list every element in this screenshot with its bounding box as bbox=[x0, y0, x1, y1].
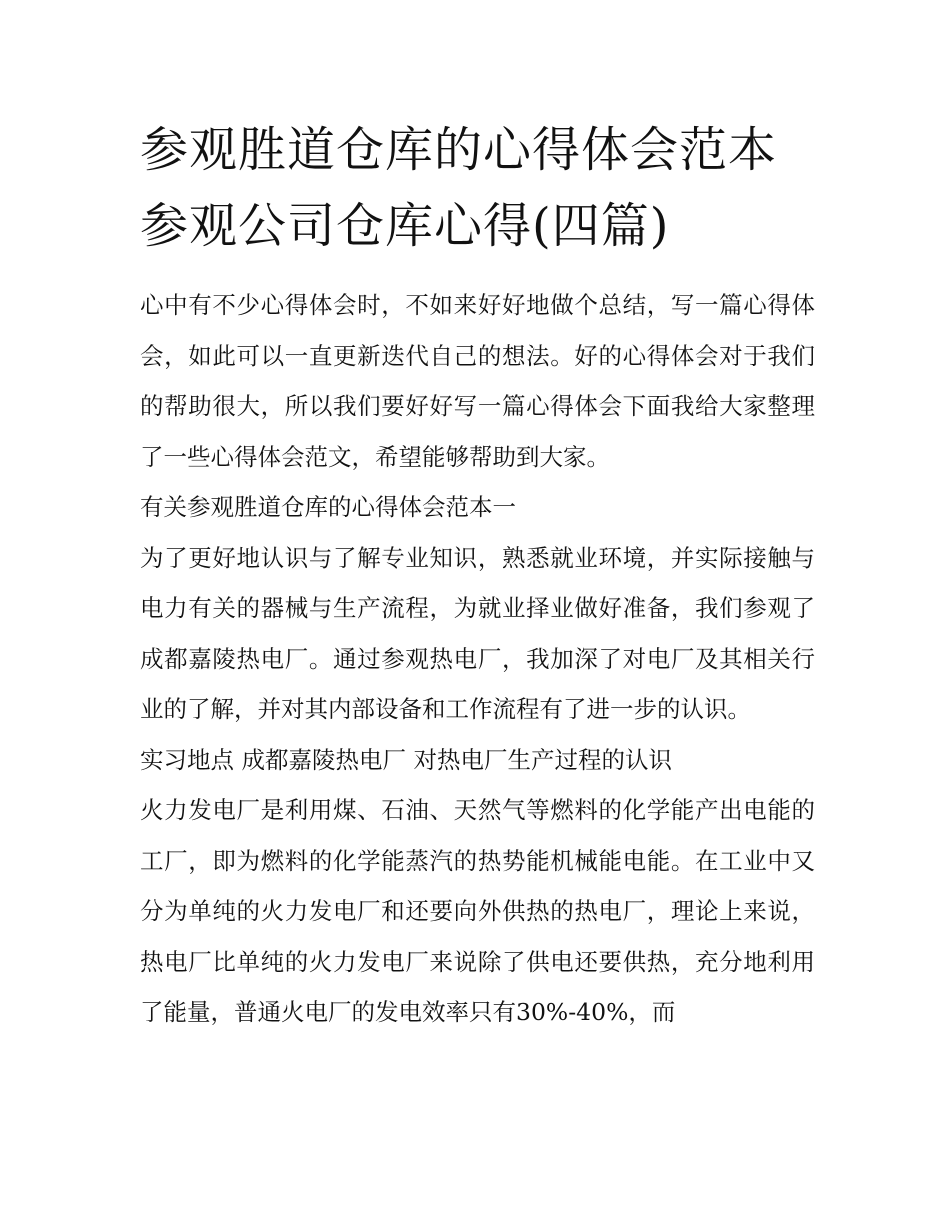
document-title: 参观胜道仓库的心得体会范本参观公司仓库心得(四篇) bbox=[140, 122, 778, 254]
paragraph-internship-location: 实习地点 成都嘉陵热电厂 对热电厂生产过程的认识 bbox=[140, 745, 672, 774]
paragraph-section-heading-1: 有关参观胜道仓库的心得体会范本一 bbox=[140, 493, 516, 521]
paragraph-intro: 心中有不少心得体会时，不如来好好地做个总结，写一篇心得体会，如此可以一直更新迭代自己的想法。好的心得体会对于我们的帮助很大，所以我们要好好写一篇心得体会下面我给大家整理了一些心得体会范文，希望能够帮助到大家。 bbox=[140, 291, 815, 471]
paragraph-visit-purpose: 为了更好地认识与了解专业知识，熟悉就业环境，并实际接触与电力有关的器械与生产流程，为就业择业做好准备，我们参观了成都嘉陵热电厂。通过参观热电厂，我加深了对电厂及其相关行业的了解，并对其内部设备和工作流程有了进一步的认识。 bbox=[140, 543, 815, 723]
document-page bbox=[140, 112, 815, 1038]
paragraph-power-plant-description: 火力发电厂是利用煤、石油、天然气等燃料的化学能产出电能的工厂，即为燃料的化学能蒸汽的热势能机械能电能。在工业中又分为单纯的火力发电厂和还要向外供热的热电厂，理论上来说，热电厂比单纯的火力发电厂来说除了供电还要供热，充分地利用了能量，普通火电厂的发电效率只有30%-40%，而 bbox=[140, 796, 815, 1026]
